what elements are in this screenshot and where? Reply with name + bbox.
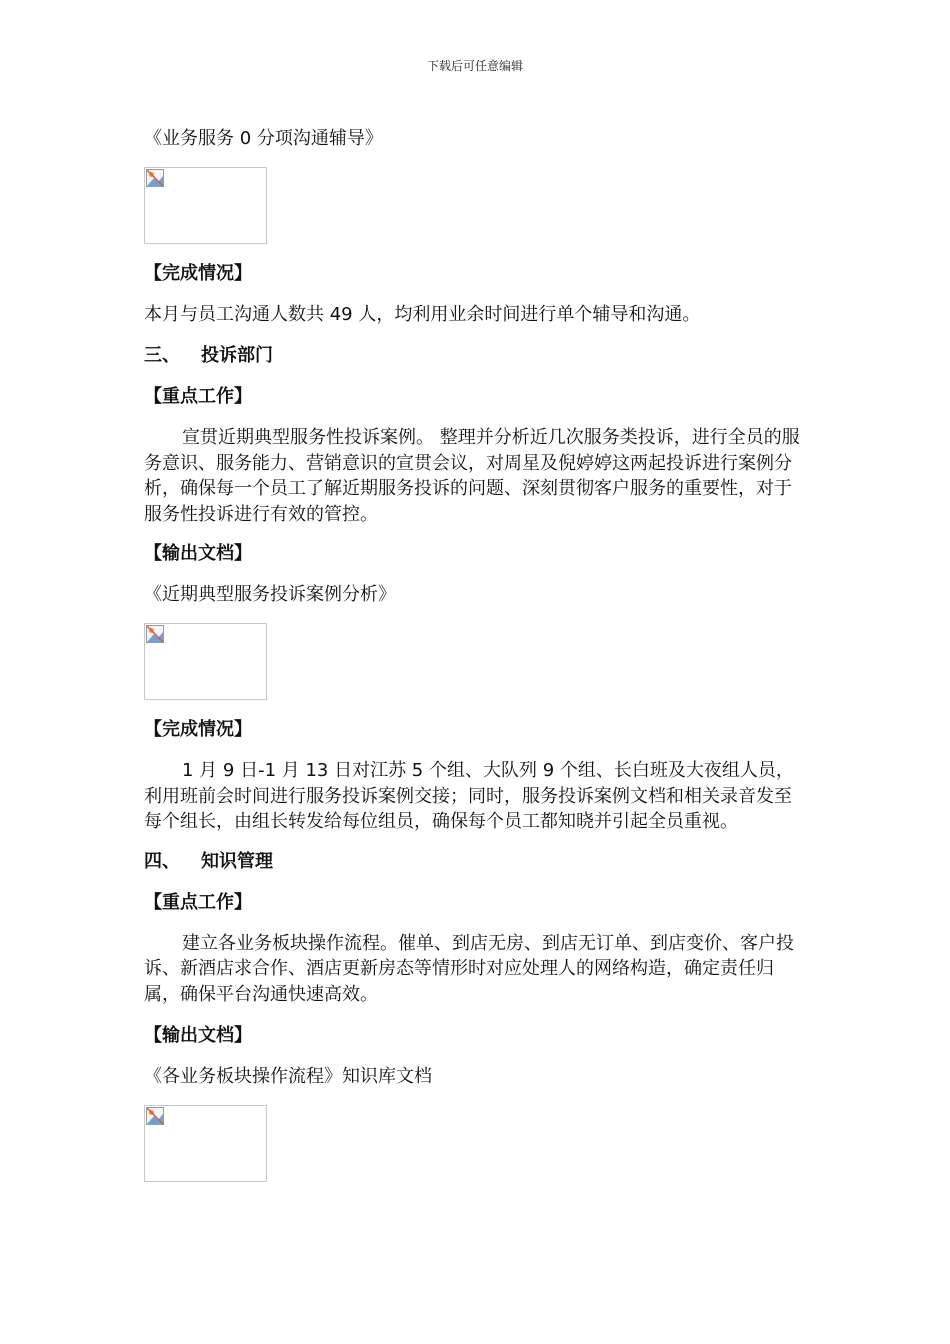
image-placeholder-2 bbox=[144, 623, 267, 700]
section-number-3: 三、 bbox=[144, 345, 180, 366]
key-work-text-4: 建立各业务板块操作流程。催单、到店无房、到店无订单、到店变价、客户投诉、新酒店求合作、酒店更新房态等情形时对应处理人的网络构造，确定责任归属，确保平台沟通快速高效。 bbox=[144, 932, 794, 1005]
page-header: 下载后可任意编辑 bbox=[426, 59, 523, 73]
key-work-label-4: 【重点工作】 bbox=[144, 891, 252, 913]
status-text-3: 1 月 9 日-1 月 13 日对江苏 5 个组、大队列 9 个组、长白班及大夜组人员，利用班前会时间进行服务投诉案例交接；同时，服务投诉案例文档和相关录音发至每个组长，由组长转发给每位组员，确保每个员工都知晓并引起全员重视。 bbox=[144, 760, 794, 832]
output-doc-3: 《近期典型服务投诉案例分析》 bbox=[144, 584, 396, 605]
document-body bbox=[144, 126, 806, 1182]
image-placeholder-1 bbox=[144, 167, 267, 244]
section-number-4: 四、 bbox=[144, 850, 180, 872]
image-placeholder-3 bbox=[144, 1105, 267, 1182]
output-label-4: 【输出文档】 bbox=[144, 1025, 252, 1046]
status-label-1: 【完成情况】 bbox=[144, 263, 252, 284]
status-label-3: 【完成情况】 bbox=[144, 719, 252, 740]
output-doc-4: 《各业务板块操作流程》知识库文档 bbox=[144, 1066, 432, 1087]
output-label-3: 【输出文档】 bbox=[144, 543, 252, 564]
key-work-text-3: 宣贯近期典型服务性投诉案例。 整理并分析近几次服务类投诉，进行全员的服务意识、服务能力、营销意识的宣贯会议，对周星及倪婷婷这两起投诉进行案例分析，确保每一个员工了解近期服务投诉的问题、深刻贯彻客户服务的重要性，对于服务性投诉进行有效的管控。 bbox=[144, 427, 800, 525]
doc-title-1: 《业务服务 0 分项沟通辅导》 bbox=[144, 128, 383, 149]
key-work-label-3: 【重点工作】 bbox=[144, 386, 252, 407]
section-heading-3: 投诉部门 bbox=[201, 345, 273, 366]
section-heading-4: 知识管理 bbox=[201, 850, 273, 872]
section-title-4 bbox=[144, 849, 806, 874]
broken-image-icon bbox=[146, 625, 164, 643]
broken-image-icon bbox=[146, 169, 164, 187]
broken-image-icon bbox=[146, 1107, 164, 1125]
status-text-1: 本月与员工沟通人数共 49 人，均利用业余时间进行单个辅导和沟通。 bbox=[144, 304, 701, 325]
section-title-3 bbox=[144, 343, 806, 368]
